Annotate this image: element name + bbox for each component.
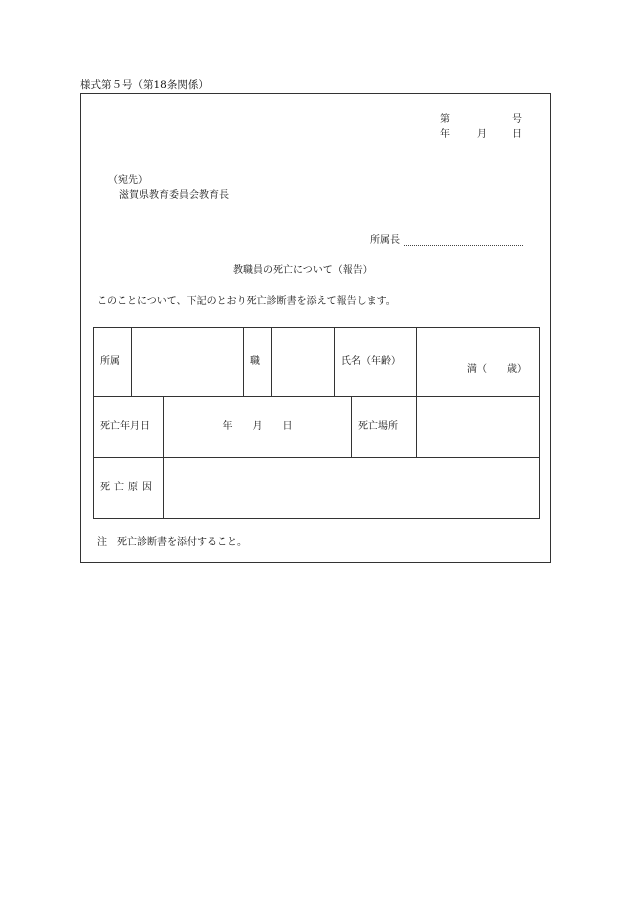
affiliation-field[interactable] <box>132 328 244 397</box>
age-value: 満（ 歳） <box>467 364 527 375</box>
form-number-label: 様式第５号（第18条関係） <box>80 79 209 91</box>
document-number-prefix: 第 <box>440 114 450 125</box>
affiliation-label: 所属 <box>94 328 132 397</box>
death-date-field[interactable]: 年 月 日 <box>164 397 352 458</box>
death-cause-field[interactable] <box>164 458 540 519</box>
addressee-label: （宛先） <box>108 175 148 186</box>
date-month-label: 月 <box>477 129 487 140</box>
document-title: 教職員の死亡について（報告） <box>233 265 373 276</box>
position-field[interactable] <box>272 328 335 397</box>
death-date-label: 死亡年月日 <box>94 397 164 458</box>
report-table <box>93 327 540 519</box>
death-place-label: 死亡場所 <box>352 397 417 458</box>
addressee-name: 滋賀県教育委員会教育長 <box>119 190 229 201</box>
name-age-field[interactable] <box>417 328 540 397</box>
body-text: このことについて、下記のとおり死亡診断書を添えて報告します。 <box>97 296 396 307</box>
name-age-label: 氏名（年齢） <box>335 328 417 397</box>
position-label: 職 <box>244 328 272 397</box>
document-number-suffix: 号 <box>512 114 522 125</box>
date-year-label: 年 <box>440 129 450 140</box>
death-place-field[interactable] <box>417 397 540 458</box>
sender-label: 所属長 <box>370 235 400 246</box>
footnote: 注 死亡診断書を添付すること。 <box>97 537 247 548</box>
sender-signature-line[interactable] <box>404 245 523 246</box>
table-row <box>94 397 540 458</box>
death-cause-label: 死亡原因 <box>94 458 164 519</box>
date-day-label: 日 <box>512 129 522 140</box>
table-row <box>94 458 540 519</box>
table-row <box>94 328 540 397</box>
